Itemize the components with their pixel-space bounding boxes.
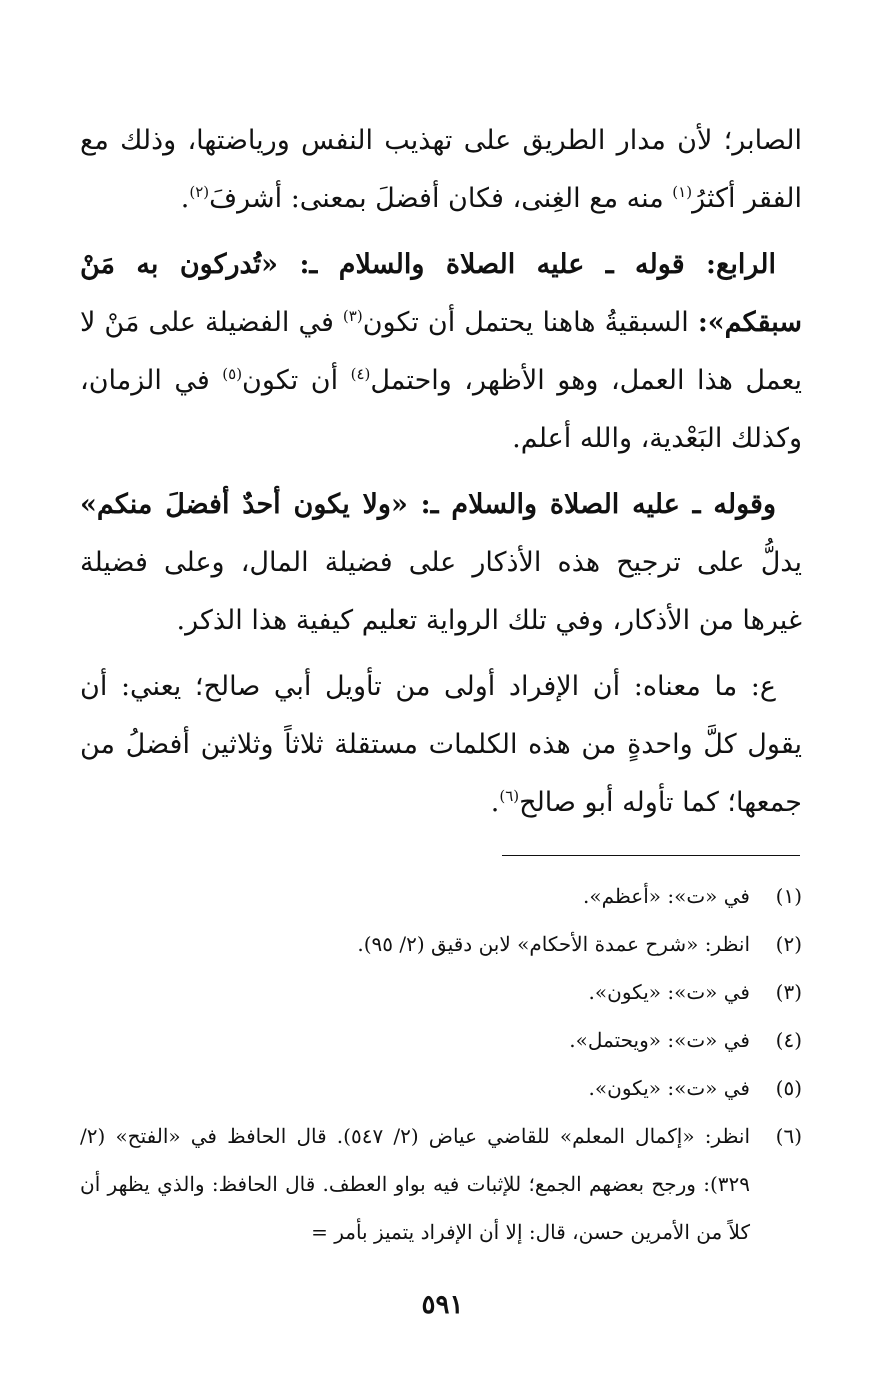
- text-run: أن تكون: [242, 365, 351, 396]
- text-run: يدلُّ على ترجيح هذه الأذكار على فضيلة المال، وعلى فضيلة غيرها من الأذكار، وفي تلك الرواية تعليم كيفية هذا الذكر.: [80, 547, 802, 636]
- footnote-text: في «ت»: «ويحتمل».: [569, 1028, 750, 1052]
- footnote-ref[interactable]: (٥): [222, 365, 243, 383]
- footnote-text: في «ت»: «أعظم».: [582, 884, 750, 908]
- text-run: ع: ما معناه: أن الإفراد أولى من تأويل أبي صالح؛ يعني: أن يقول كلَّ واحدةٍ من هذه الكلمات مستقلة ثلاثاً وثلاثين أفضلُ من جمعها؛ كما تأوله أبو صالح: [80, 671, 802, 818]
- footnote-number: (٦): [775, 1124, 802, 1148]
- footnote-ref[interactable]: (١): [672, 183, 693, 201]
- footnote-ref[interactable]: (٤): [350, 365, 371, 383]
- text-run: السبقيةُ هاهنا يحتمل أن تكون: [362, 307, 698, 338]
- text-run: .: [180, 183, 190, 214]
- footnote-ref[interactable]: (٣): [342, 307, 363, 325]
- footnotes-list: [80, 872, 802, 1256]
- body-paragraph: [80, 112, 802, 228]
- text-run: منه مع الغِنى، فكان أفضلَ بمعنى: أشرفَ: [209, 183, 673, 214]
- footnote: [80, 1016, 802, 1064]
- footnote: [80, 1112, 802, 1256]
- footnote-ref[interactable]: (٦): [499, 787, 520, 805]
- hadith-heading: الرابع: قوله ـ عليه الصلاة والسلام ـ: «تُدركون به مَنْ سبقكم»:: [80, 249, 802, 338]
- footnote-number: (٥): [775, 1076, 802, 1100]
- footnote-text: في «ت»: «يكون».: [588, 1076, 750, 1100]
- footnote-text: انظر: «إكمال المعلم» للقاضي عياض (٢/ ٥٤٧). قال الحافظ في «الفتح» (٢/ ٣٢٩): ورجح بعضهم الجمع؛ للإثبات فيه بواو العطف. قال الحافظ: والذي يظهر أن كلاً من الأمرين حسن، قال: إلا أن الإفراد يتميز بأمر =: [80, 1124, 750, 1244]
- footnote-text: في «ت»: «يكون».: [588, 980, 750, 1004]
- footnote-number: (٢): [775, 932, 802, 956]
- body-paragraph: [80, 658, 802, 832]
- text-run: .: [490, 787, 500, 818]
- footnote-number: (٤): [775, 1028, 802, 1052]
- footnote: [80, 872, 802, 920]
- text-run: في الفضيلة على مَنْ لا يعمل هذا العمل، وهو الأظهر، واحتمل: [80, 307, 802, 396]
- page-number: ٥٩١: [421, 1290, 464, 1320]
- footnote-separator: [502, 855, 800, 856]
- footnote-number: (٣): [775, 980, 802, 1004]
- body-paragraph: [80, 236, 802, 468]
- footnote: [80, 920, 802, 968]
- footnote: [80, 1064, 802, 1112]
- text-run: في الزمان، وكذلك البَعْدية، والله أعلم.: [80, 365, 802, 454]
- footnote: [80, 968, 802, 1016]
- footnote-ref[interactable]: (٢): [189, 183, 210, 201]
- main-text: [80, 112, 802, 840]
- text-run: الصابر؛ لأن مدار الطريق على تهذيب النفس ورياضتها، وذلك مع الفقر أكثرُ: [80, 125, 802, 214]
- hadith-heading: وقوله ـ عليه الصلاة والسلام ـ: «ولا يكون أحدٌ أفضلَ منكم»: [80, 489, 776, 520]
- footnote-text: انظر: «شرح عمدة الأحكام» لابن دقيق (٢/ ٩٥).: [357, 932, 750, 956]
- footnote-number: (١): [775, 884, 802, 908]
- body-paragraph: [80, 476, 802, 650]
